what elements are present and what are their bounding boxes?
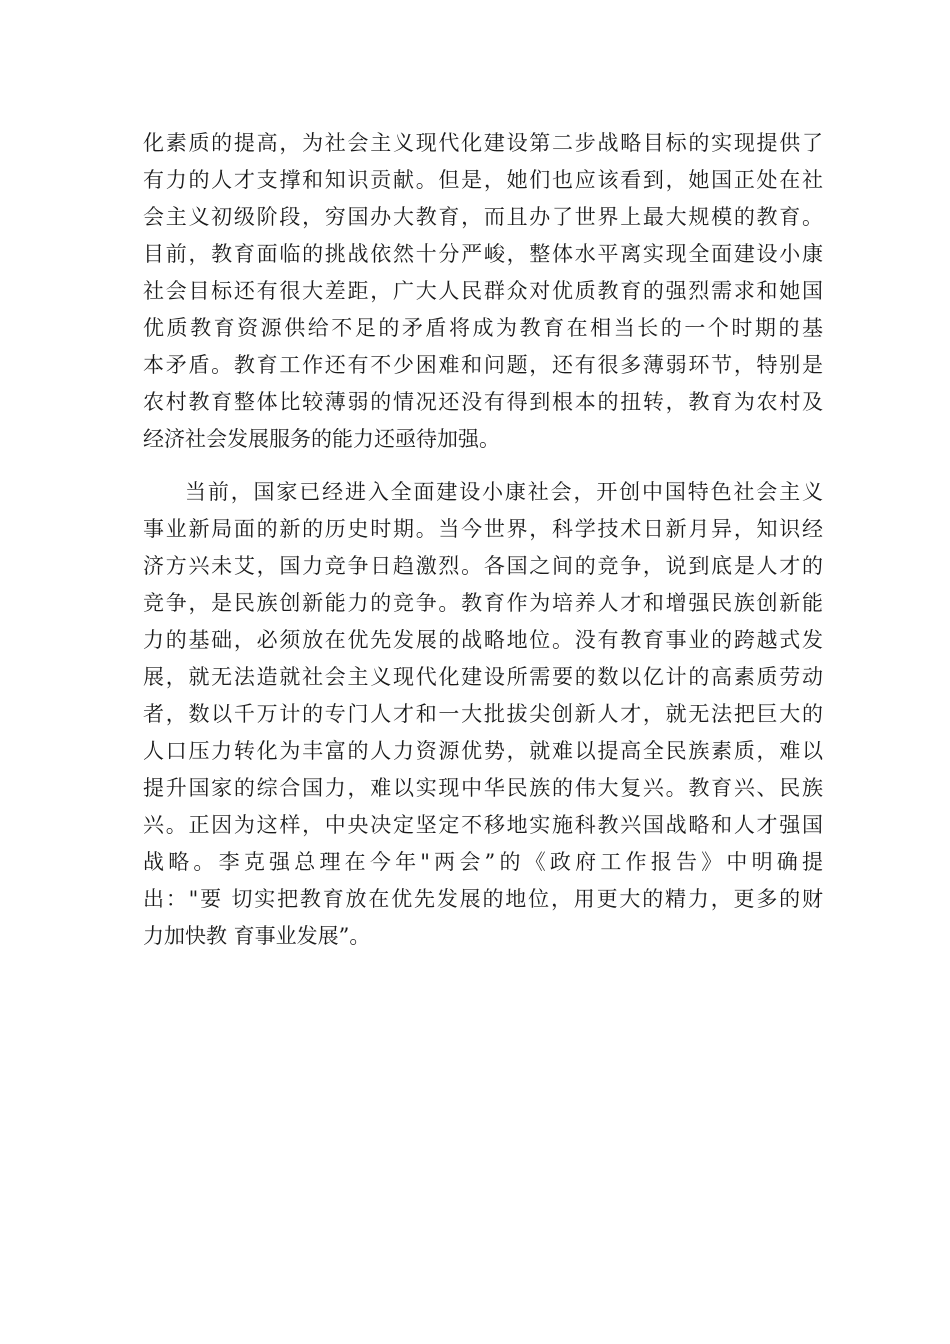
text-line: 优质教育资源供给不足的矛盾将成为教育在相当长的一个时期的基 — [143, 316, 823, 340]
text-line: 济方兴未艾，国力竞争日趋激烈。各国之间的竞争，说到底是人才的 — [143, 554, 823, 578]
text-line: 本矛盾。教育工作还有不少困难和问题，还有很多薄弱环节，特别是 — [143, 353, 823, 377]
text-line: 力的基础，必须放在优先发展的战略地位。没有教育事业的跨越式发 — [143, 628, 823, 652]
text-line: 有力的人才支撑和知识贡献。但是，她们也应该看到，她国正处在社 — [143, 168, 823, 192]
text-line: 提升国家的综合国力，难以实现中华民族的伟大复兴。教育兴、民族 — [143, 776, 823, 800]
text-line: 竞争，是民族创新能力的竞争。教育作为培养人才和增强民族创新能 — [143, 591, 823, 615]
text-line: 农村教育整体比较薄弱的情况还没有得到根本的扭转，教育为农村及 — [143, 390, 823, 414]
text-line: 者，数以千万计的专门人才和一大批拔尖创新人才，就无法把巨大的 — [143, 702, 823, 726]
text-line: 力加快教 育事业发展”。 — [143, 924, 371, 948]
paragraph-gap — [143, 458, 823, 474]
text-line: 会主义初级阶段，穷国办大教育，而且办了世界上最大规模的教育。 — [143, 205, 823, 229]
text-line: 兴。正因为这样，中央决定坚定不移地实施科教兴国战略和人才强国 — [143, 813, 823, 837]
paragraph-2 — [143, 474, 823, 955]
text-line: 目前，教育面临的挑战依然十分严峻，整体水平离实现全面建设小康 — [143, 242, 823, 266]
text-line: 展，就无法造就社会主义现代化建设所需要的数以亿计的高素质劳动 — [143, 665, 823, 689]
text-line: 经济社会发展服务的能力还亟待加强。 — [143, 427, 500, 451]
paragraph-1 — [143, 125, 823, 458]
document-body — [143, 125, 823, 955]
text-line: 当前，国家已经进入全面建设小康社会，开创中国特色社会主义 — [185, 480, 823, 504]
text-line: 事业新局面的新的历史时期。当今世界，科学技术日新月异，知识经 — [143, 517, 823, 541]
text-line: 社会目标还有很大差距，广大人民群众对优质教育的强烈需求和她国 — [143, 279, 823, 303]
text-line: 出："要 切实把教育放在优先发展的地位，用更大的精力，更多的财 — [143, 887, 823, 911]
text-line: 人口压力转化为丰富的人力资源优势，就难以提高全民族素质，难以 — [143, 739, 823, 763]
text-line: 化素质的提高，为社会主义现代化建设第二步战略目标的实现提供了 — [143, 131, 823, 155]
text-line: 战略。李克强总理在今年"两会”的《政府工作报告》中明确提 — [143, 850, 823, 874]
